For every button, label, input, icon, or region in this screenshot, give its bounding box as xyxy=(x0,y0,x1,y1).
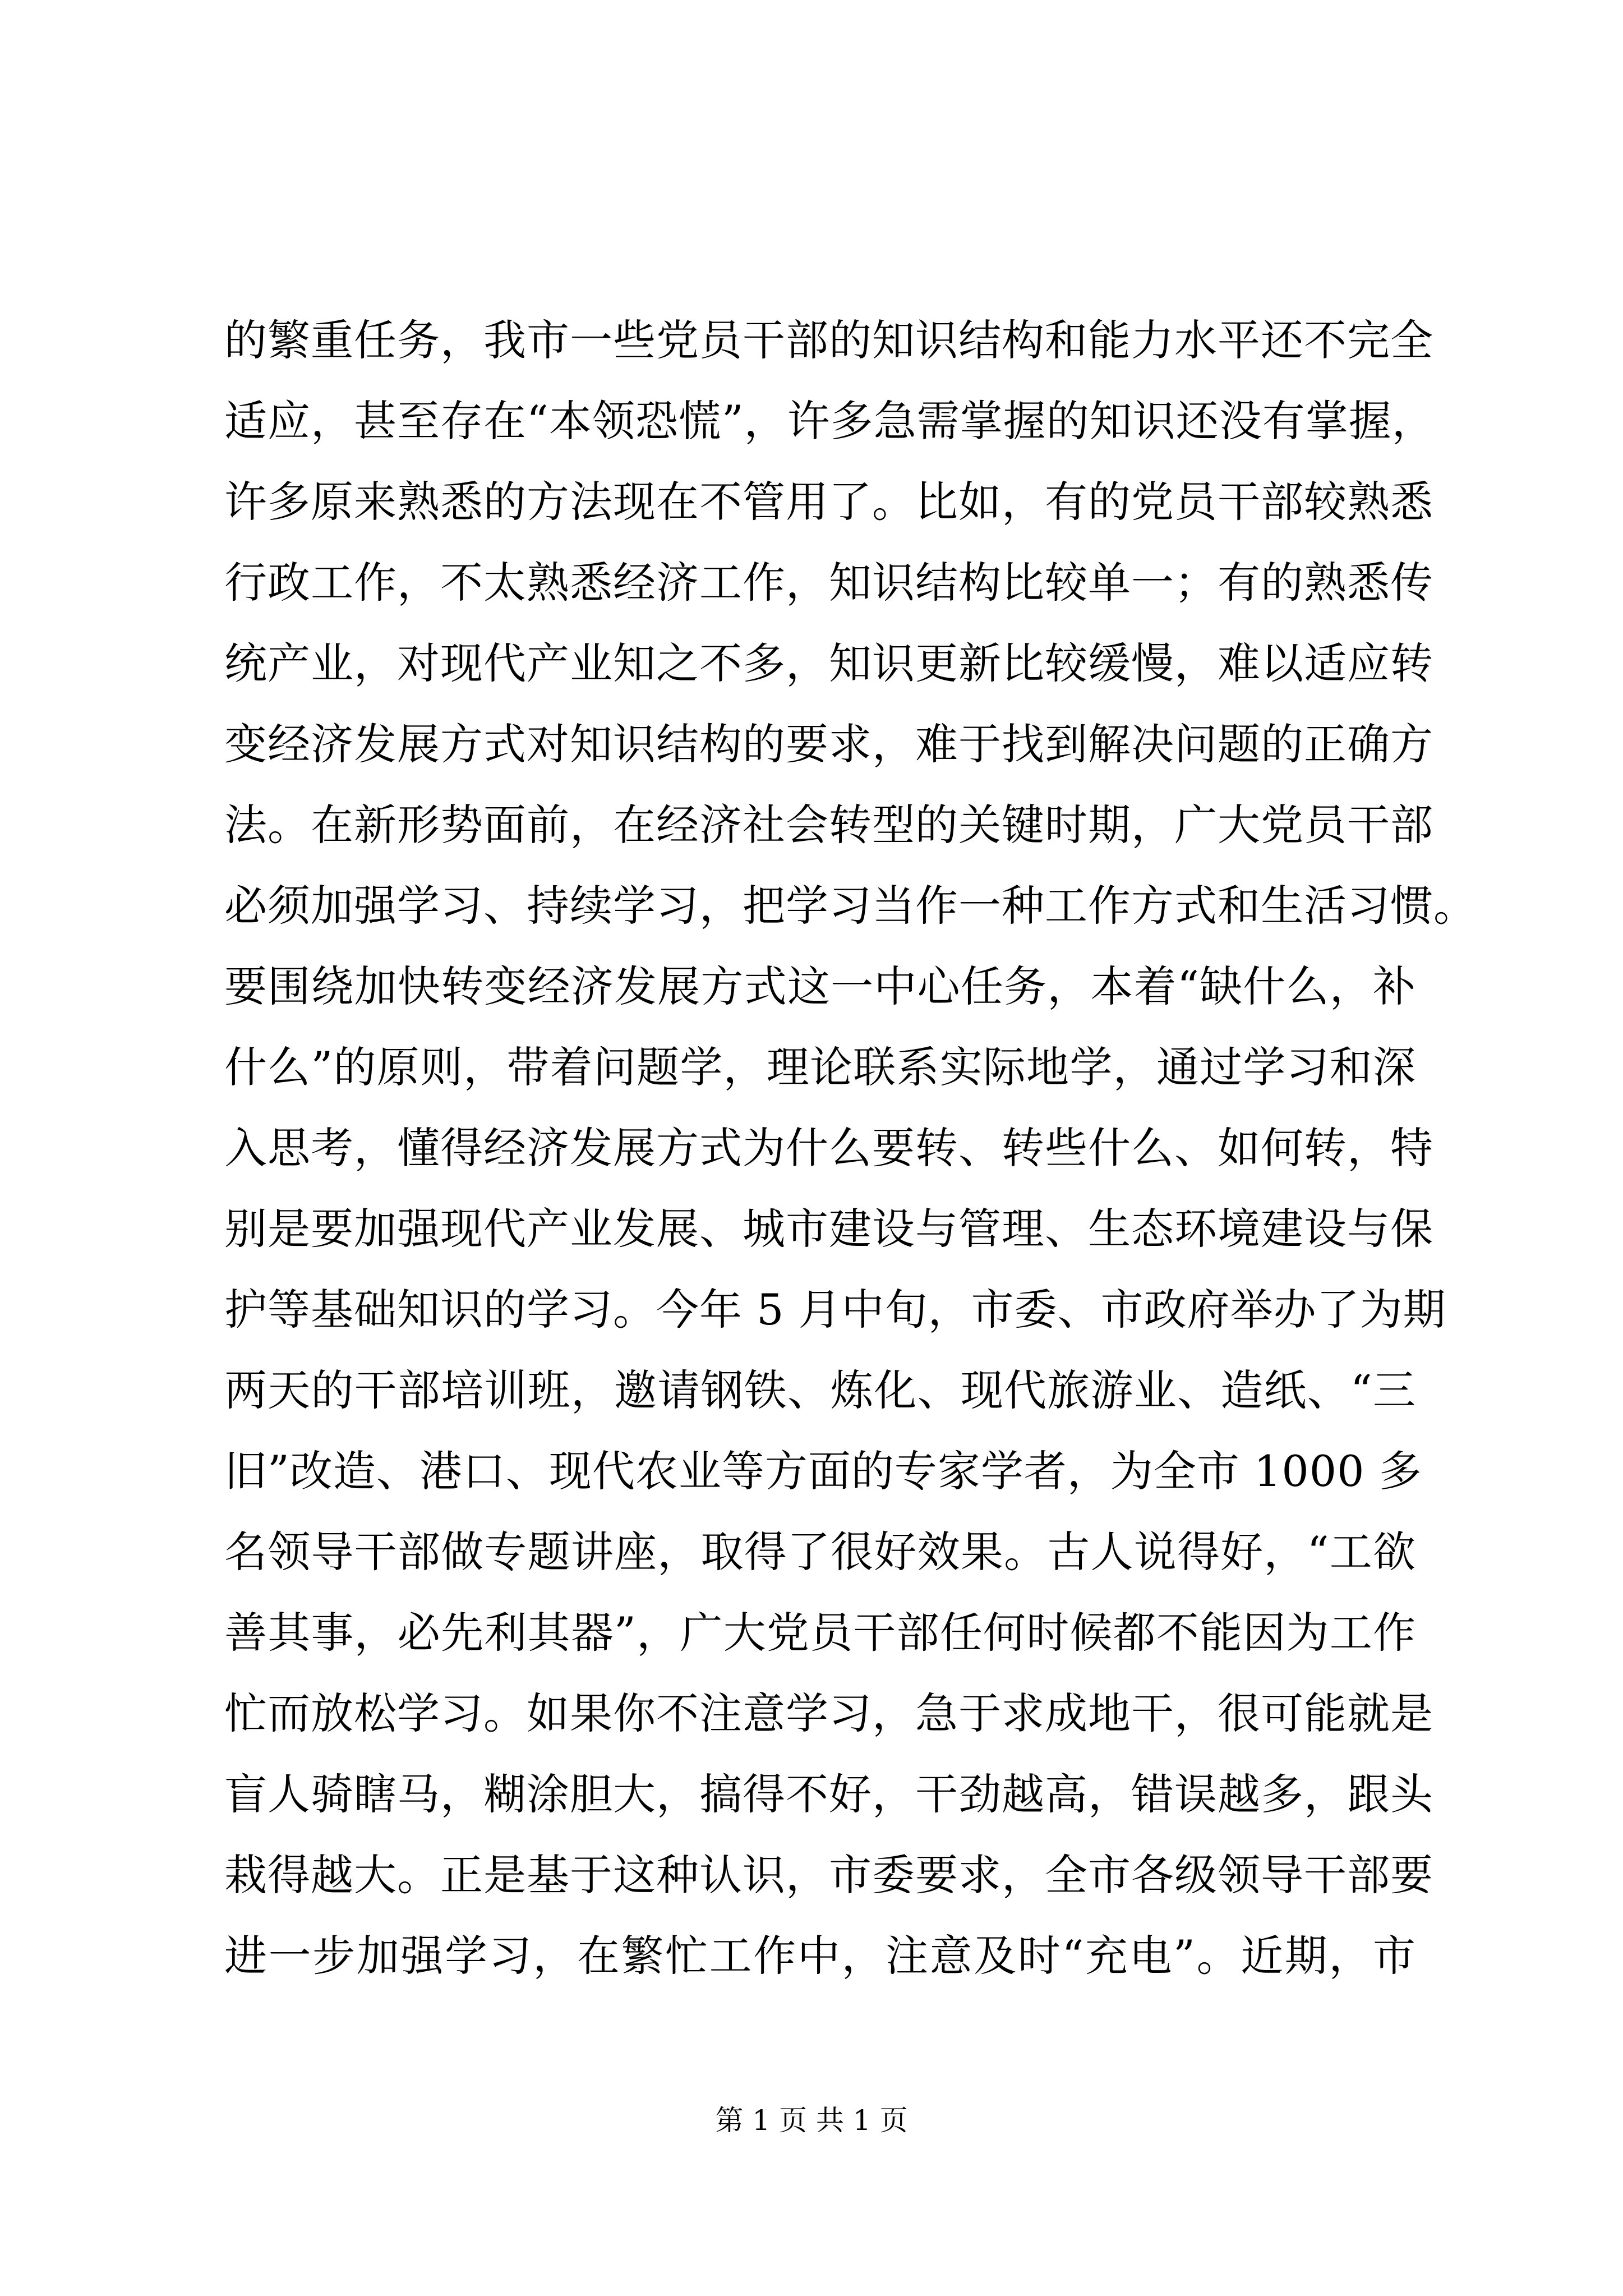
text-line: 善其事，必先利其器”，广大党员干部任何时候都不能因为工作 xyxy=(224,1608,1416,1658)
page-footer: 第 1 页 共 1 页 xyxy=(715,2104,908,2137)
text-line: 的繁重任务，我市一些党员干部的知识结构和能力水平还不完全 xyxy=(224,315,1433,365)
text-line: 盲人骑瞎马，糊涂胆大，搞得不好，干劲越高，错误越多，跟头 xyxy=(224,1769,1433,1819)
text-line: 入思考，懂得经济发展方式为什么要转、转些什么、如何转，特 xyxy=(224,1123,1433,1173)
text-line: 统产业，对现代产业知之不多，知识更新比较缓慢，难以适应转 xyxy=(224,638,1433,688)
text-line: 法。在新形势面前，在经济社会转型的关键时期，广大党员干部 xyxy=(224,800,1433,850)
text-line: 进一步加强学习，在繁忙工作中，注意及时“充电”。近期，市 xyxy=(224,1931,1416,1981)
text-line: 两天的干部培训班，邀请钢铁、炼化、现代旅游业、造纸、“三 xyxy=(224,1365,1416,1415)
text-line: 许多原来熟悉的方法现在不管用了。比如，有的党员干部较熟悉 xyxy=(224,477,1433,527)
body-text xyxy=(224,300,1477,1996)
text-line: 必须加强学习、持续学习，把学习当作一种工作方式和生活习惯。 xyxy=(224,881,1477,931)
text-line: 适应，甚至存在“本领恐慌”，许多急需掌握的知识还没有掌握， xyxy=(224,396,1435,446)
text-line: 栽得越大。正是基于这种认识，市委要求，全市各级领导干部要 xyxy=(224,1850,1433,1900)
text-line: 行政工作，不太熟悉经济工作，知识结构比较单一；有的熟悉传 xyxy=(224,558,1433,608)
text-line: 旧”改造、港口、现代农业等方面的专家学者，为全市 1000 多 xyxy=(224,1446,1422,1496)
text-line: 什么”的原则，带着问题学，理论联系实际地学，通过学习和深 xyxy=(224,1042,1416,1092)
text-line: 变经济发展方式对知识结构的要求，难于找到解决问题的正确方 xyxy=(224,719,1433,769)
text-line: 要围绕加快转变经济发展方式这一中心任务，本着“缺什么，补 xyxy=(224,961,1416,1011)
text-line: 忙而放松学习。如果你不注意学习，急于求成地干，很可能就是 xyxy=(224,1688,1433,1738)
text-line: 名领导干部做专题讲座，取得了很好效果。古人说得好，“工欲 xyxy=(224,1527,1416,1577)
text-line: 护等基础知识的学习。今年 5 月中旬，市委、市政府举办了为期 xyxy=(224,1285,1446,1335)
text-line: 别是要加强现代产业发展、城市建设与管理、生态环境建设与保 xyxy=(224,1204,1433,1254)
